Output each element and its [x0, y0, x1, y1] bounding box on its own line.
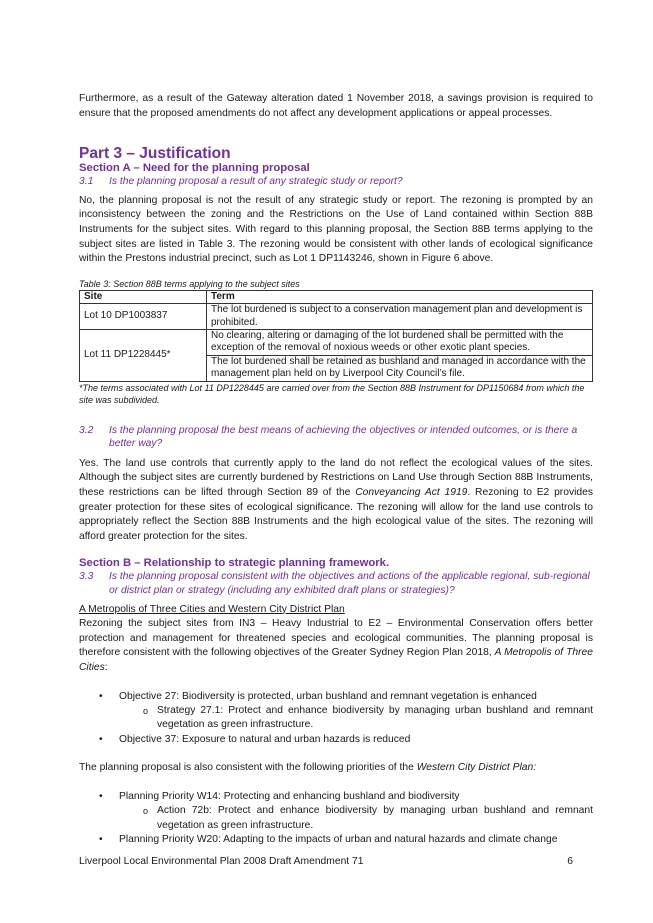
document-page [79, 92, 593, 847]
table-caption: Table 3: Section 88B terms applying to the subject sites [79, 278, 300, 289]
list-item: o Action 72b: Protect and enhance biodiversity by managing urban bushland and remnant vegetation as green infrastructure. [143, 805, 593, 831]
sub-list [79, 704, 593, 733]
list-item: • Objective 27: Biodiversity is protected, urban bushland and remnant vegetation is enhanced [79, 690, 593, 704]
subheading: A Metropolis of Three Cities and Western City District Plan [79, 603, 345, 615]
section-a-heading: Section A – Need for the planning proposal [79, 162, 310, 175]
bullet-icon: • [99, 733, 103, 745]
question-text: Is the planning proposal a result of any strategic study or report? [109, 176, 403, 188]
objectives-list [79, 690, 593, 704]
section-88b-table [79, 290, 593, 382]
question-3-1 [79, 175, 593, 189]
question-3-2 [79, 424, 593, 451]
answer-3-2: Yes. The land use controls that currently apply to the land do not reflect the ecological values of the sites. Although the subject sites are currently burdened by Restrictions on Land Use through Section 88B Instruments, these restrictions can be lifted through Section 89 of the Conveyancing Act 1919. Rezoning to E2 provides greater protection for these sites of ecological significance. The rezoning will allow for the land use controls to appropriately reflect the Section 88B Instruments and the high ecological value of the sites. The rezoning will afford greater protection for the sites. [79, 457, 593, 542]
answer-3-1: No, the planning proposal is not the result of any strategic study or report. The rezoning is prompted by an inconsistency between the zoning and the Restrictions on the Use of Land contained within Section 88B Instruments for the subject sites. With regard to this planning proposal, the Section 88B terms applying to the subject sites are listed in Table 3. The rezoning would be consistent with other lands of ecological significance within the Prestons industrial precinct, such as Lot 1 DP1143246, shown in Figure 6 above. [79, 194, 593, 265]
intro-paragraph: Furthermore, as a result of the Gateway alteration dated 1 November 2018, a savings provision is required to ensure that the proposed amendments do not affect any development applications or appeal processes. [79, 93, 593, 119]
table-footnote: *The terms associated with Lot 11 DP1228445 are carried over from the Section 88B Instrument for DP1150684 from which the site was subdivided. [79, 382, 585, 405]
priorities-list [79, 790, 593, 804]
objectives-list [79, 733, 593, 747]
list-item: • Planning Priority W20: Adapting to the impacts of urban and natural hazards and climate change [79, 833, 593, 847]
table-header-row [80, 290, 593, 303]
priorities-list [79, 833, 593, 847]
table-cell-term: No clearing, altering or damaging of the lot burdened shall be permitted with the exception of the removal of noxious weeds or other exotic plant species. [207, 329, 593, 355]
circle-bullet-icon: o [143, 806, 149, 817]
table-header-term: Term [207, 290, 593, 303]
part3-heading: Part 3 – Justification [79, 145, 231, 163]
circle-bullet-icon: o [143, 705, 149, 716]
question-number: 3.3 [79, 571, 94, 583]
table-row [80, 304, 593, 330]
table-row [80, 329, 593, 355]
act-name: Conveyancing Act 1919 [355, 486, 468, 498]
bullet-icon: • [99, 690, 103, 702]
metropolis-paragraph: Rezoning the subject sites from IN3 – Heavy Industrial to E2 – Environmental Conservation offers better protection and management for threatened species and ecological communities. The planning proposal is therefore consistent with the following objectives of the Greater Sydney Region Plan 2018, A Metropolis of Three Cities: [79, 618, 593, 673]
question-number: 3.1 [79, 176, 94, 188]
list-item: • Objective 37: Exposure to natural and urban hazards is reduced [79, 733, 593, 747]
bullet-icon: • [99, 833, 103, 845]
question-3-3 [79, 570, 593, 597]
sub-list [79, 804, 593, 833]
section-b-heading: Section B – Relationship to strategic planning framework. [79, 557, 390, 570]
list-item: o Strategy 27.1: Protect and enhance biodiversity by managing urban bushland and remnant vegetation as green infrastructure. [143, 704, 593, 731]
table-cell-site: Lot 11 DP1228445* [80, 329, 207, 381]
table-cell-term: The lot burdened is subject to a conservation management plan and development is prohibited. [207, 304, 593, 330]
question-number: 3.2 [79, 424, 94, 436]
question-text: Is the planning proposal the best means of achieving the objectives or intended outcomes, or is there a better way? [109, 424, 578, 450]
question-text: Is the planning proposal consistent with the objectives and actions of the applicable regional, sub-regional or district plan or strategy (including any exhibited draft plans or strategies)? [109, 571, 590, 596]
table-cell-site: Lot 10 DP1003837 [80, 304, 207, 330]
district-plan-paragraph: The planning proposal is also consistent with the following priorities of the Western City District Plan: [79, 762, 537, 774]
page-footer [79, 856, 573, 867]
list-item: • Planning Priority W14: Protecting and enhancing bushland and biodiversity [79, 790, 593, 804]
table-header-site: Site [80, 290, 207, 303]
table-cell-term: The lot burdened shall be retained as bushland and managed in accordance with the management plan held on by Liverpool City Council’s file. [207, 355, 593, 381]
page-number: 6 [567, 856, 573, 867]
bullet-icon: • [99, 790, 103, 802]
footer-title: Liverpool Local Environmental Plan 2008 Draft Amendment 71 [79, 856, 364, 867]
